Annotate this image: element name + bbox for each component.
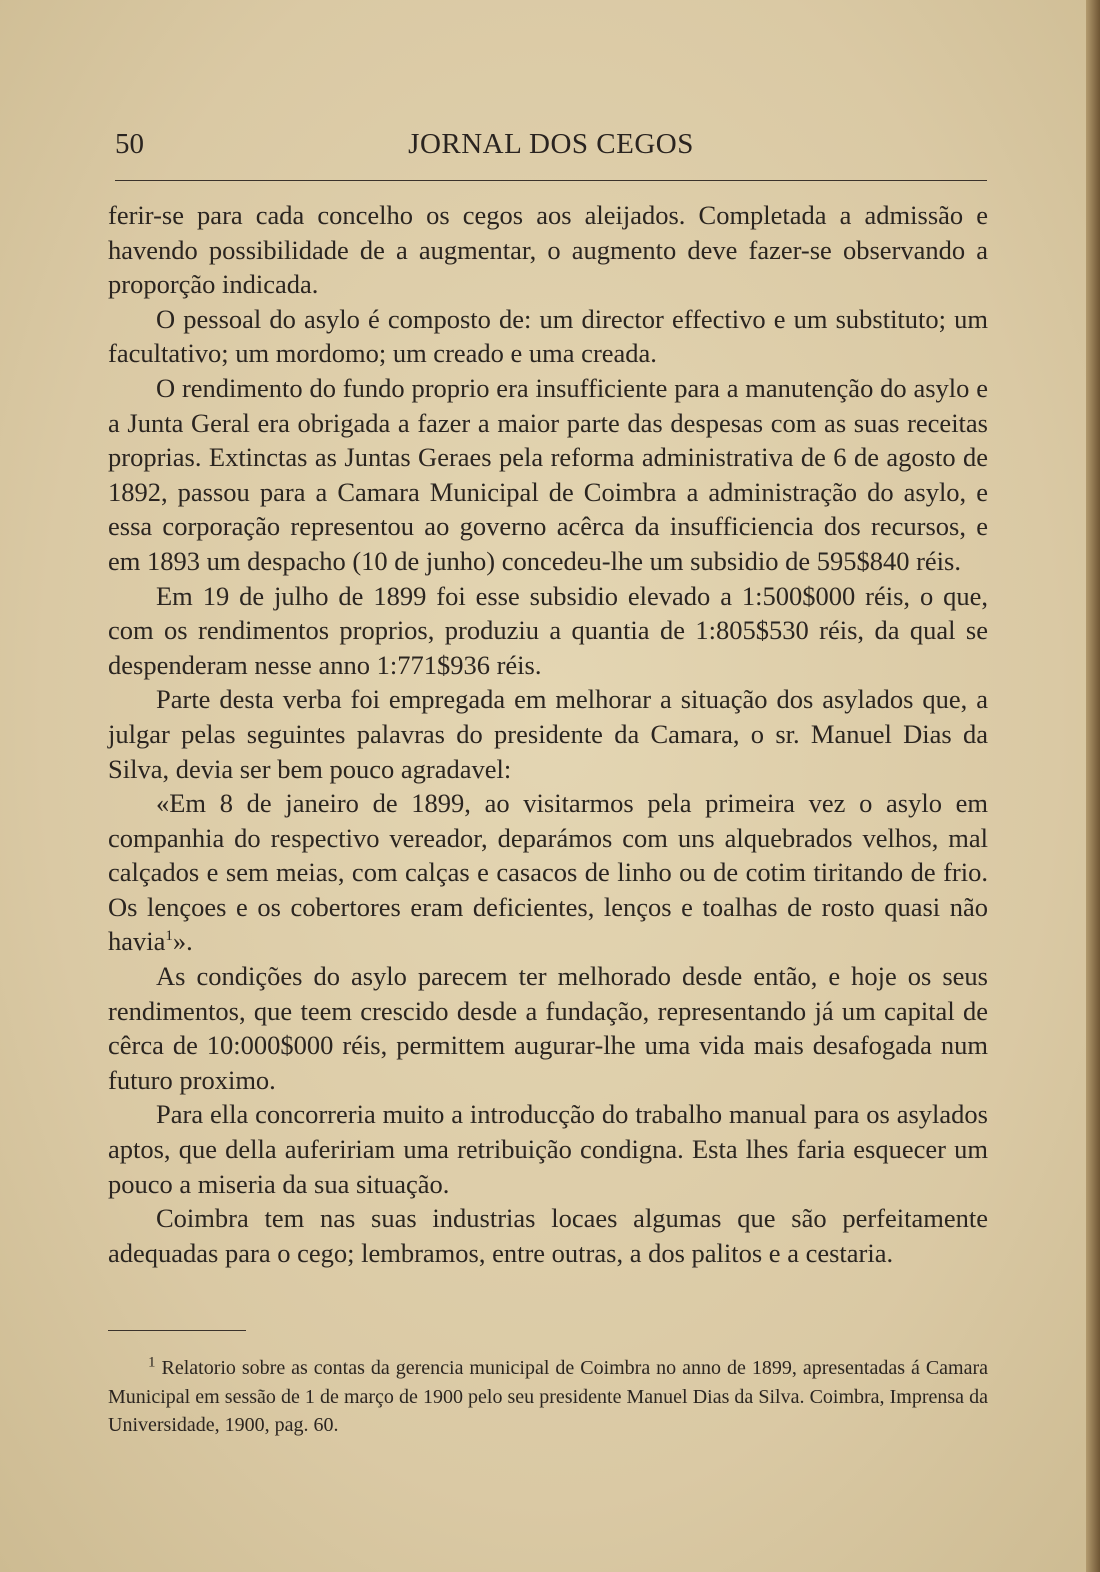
page-number: 50 <box>115 128 144 160</box>
paragraph-3: O rendimento do fundo proprio era insufficiente para a manutenção do asylo e a Junta Geral era obrigada a fazer a maior parte das despesas com as suas receitas proprias. Extinctas as Juntas Geraes pela reforma administrativa de 6 de agosto de 1892, passou para a Camara Municipal de Coimbra a administração do asylo, e essa corporação representou ao governo acêrca da insufficiencia dos recursos, e em 1893 um despacho (10 de junho) concedeu-lhe um subsidio de 595$840 réis. <box>108 372 988 576</box>
paragraph-8: Para ella concorreria muito a introducção do trabalho manual para os asylados aptos, que della aufeririam uma retribuição condigna. Esta lhes faria esquecer um pouco a miseria da sua situação. <box>108 1099 988 1199</box>
paragraph-4: Em 19 de julho de 1899 foi esse subsidio elevado a 1:500$000 réis, o que, com os rendimentos proprios, produziu a quantia de 1:805$530 réis, da qual se despenderam nesse anno 1:771$936 réis. <box>108 580 988 680</box>
page-header <box>115 128 987 168</box>
running-title: JORNAL DOS CEGOS <box>408 128 694 160</box>
paragraph-6-quote <box>108 786 988 959</box>
paragraph-5: Parte desta verba foi empregada em melhorar a situação dos asylados que, a julgar pelas seguintes palavras do presidente da Camara, o sr. Manuel Dias da Silva, devia ser bem pouco agradavel: <box>108 684 988 784</box>
paragraph-9: Coimbra tem nas suas industrias locaes algumas que são perfeitamente adequadas para o cego; lembramos, entre outras, a dos palitos e a cestaria. <box>108 1203 988 1268</box>
book-spine-edge <box>1086 0 1100 1572</box>
header-rule <box>115 180 987 181</box>
footnote-rule <box>108 1330 246 1331</box>
footnote-text: Relatorio sobre as contas da gerencia municipal de Coimbra no anno de 1899, apresentadas á Camara Municipal em sessão de 1 de março de 1900 pelo seu presidente Manuel Dias da Silva. Coimbra, Imprensa da Universidade, 1900, pag. 60. <box>108 1357 989 1436</box>
paragraph-7: As condições do asylo parecem ter melhorado desde então, e hoje os seus rendimentos, que teem crescido desde a fundação, representando já um capital de cêrca de 10:000$000 réis, permittem augurar-lhe uma vida mais desafogada num futuro proximo. <box>108 961 988 1095</box>
footnote <box>108 1354 988 1440</box>
quote-close: ». <box>172 926 193 957</box>
footnote-number: 1 <box>148 1354 156 1371</box>
paragraph-2: O pessoal do asylo é composto de: um director effectivo e um substituto; um facultativo; um mordomo; um creado e uma creada. <box>108 303 988 369</box>
body-text <box>108 198 988 1270</box>
paragraph-1: ferir-se para cada concelho os cegos aos aleijados. Completada a admissão e havendo possibilidade de a augmentar, o augmento deve fazer-se observando a proporção indicada. <box>108 200 988 300</box>
footnote-marker: 1 <box>165 928 173 945</box>
quote-text: «Em 8 de janeiro de 1899, ao visitarmos pela primeira vez o asylo em companhia do respectivo vereador, deparámos com uns alquebrados velhos, mal calçados e sem meias, com calças e casacos de linho ou de cotim tiritando de frio. Os lençoes e os cobertores eram deficientes, lenços e toalhas de rosto quasi não havia <box>108 788 988 957</box>
